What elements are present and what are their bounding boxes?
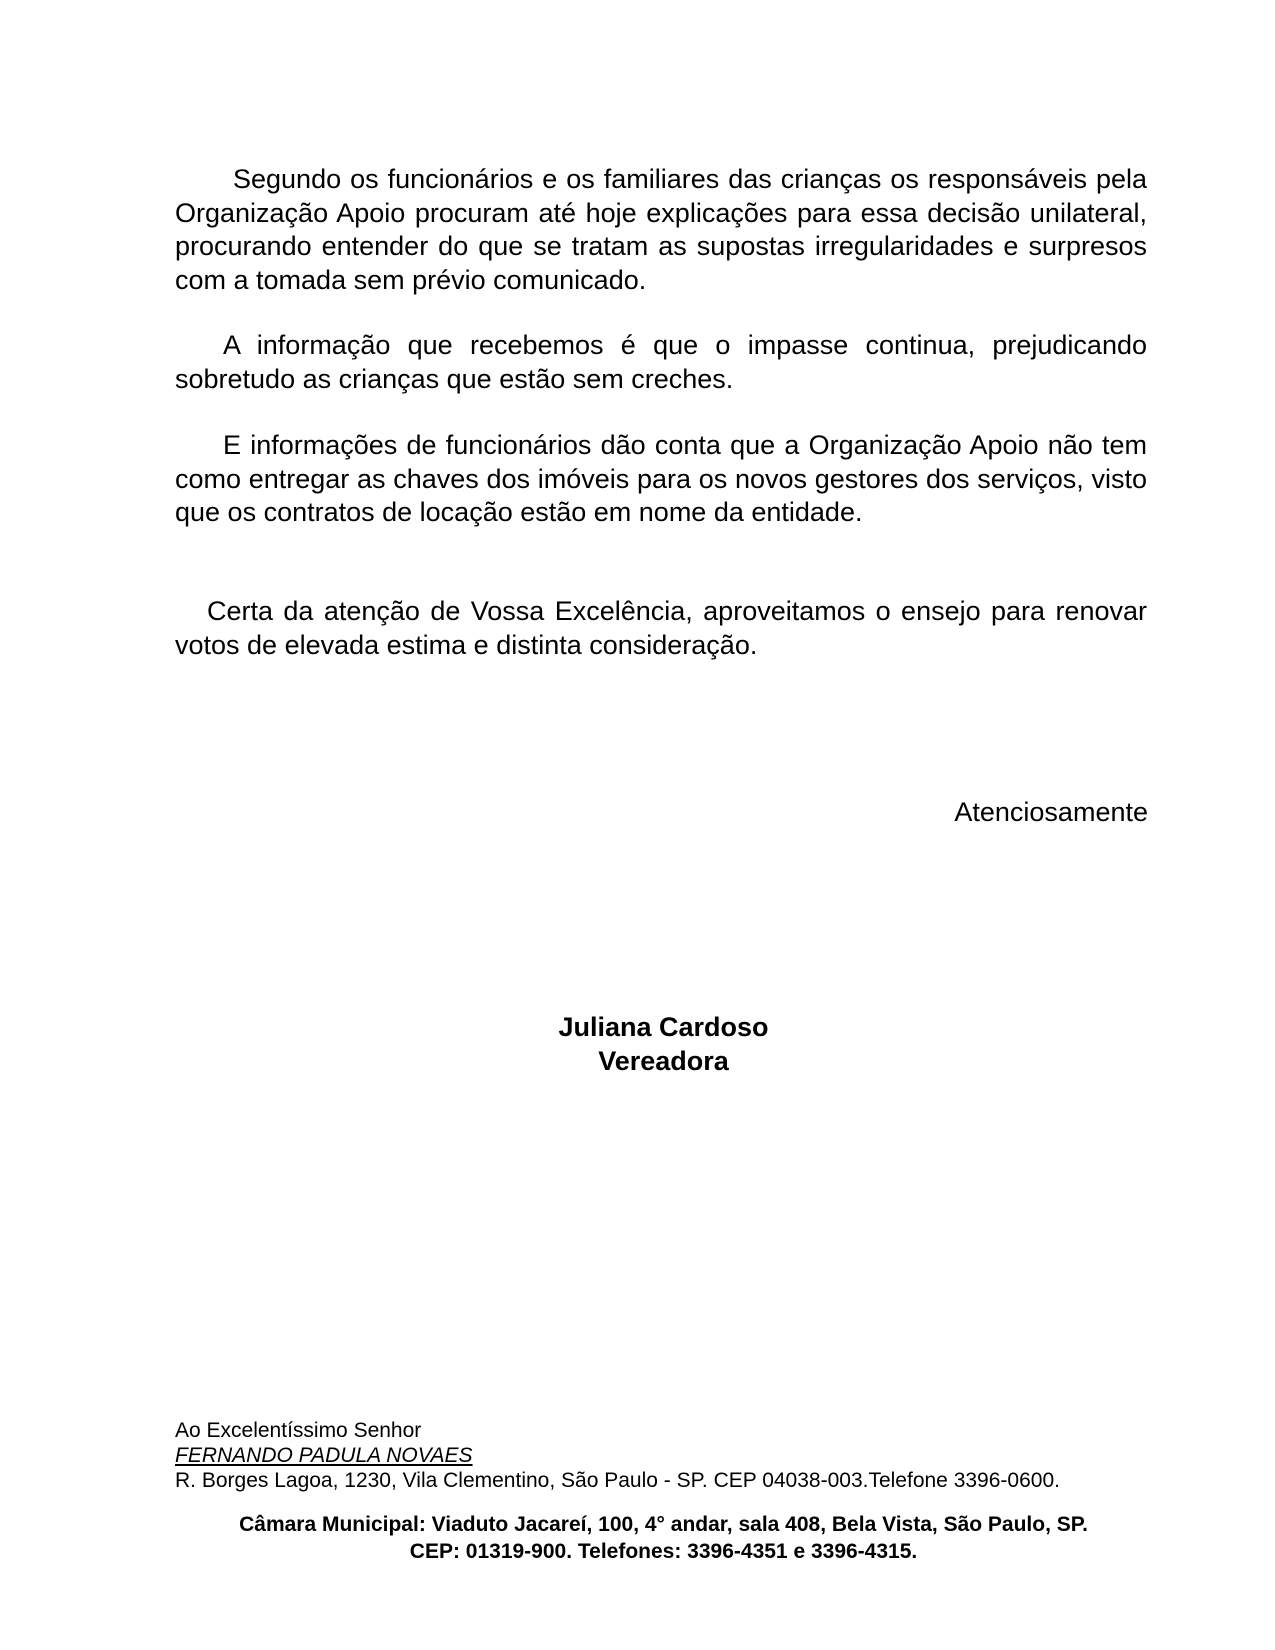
signatory-role: Vereadora (598, 1046, 729, 1076)
recipient-address: R. Borges Lagoa, 1230, Vila Clementino, São Paulo - SP. CEP 04038-003.Telefone 3396-0600. (175, 1469, 1060, 1492)
body-paragraph-4: Certa da atenção de Vossa Excelência, aproveitamos o ensejo para renovar votos de elevada estima e distinta consideração. (175, 596, 1147, 660)
footer-block (0, 1511, 1275, 1565)
body-paragraph-3: E informações de funcionários dão conta que a Organização Apoio não tem como entregar as chaves dos imóveis para os novos gestores dos serviços, visto que os contratos de locação estão em nome da entidade. (175, 430, 1147, 527)
recipient-block (175, 1418, 1060, 1493)
signature-block (0, 1010, 1275, 1078)
signatory-name: Juliana Cardoso (558, 1012, 769, 1042)
recipient-salutation: Ao Excelentíssimo Senhor (175, 1419, 422, 1442)
recipient-name: FERNANDO PADULA NOVAES (175, 1444, 473, 1467)
closing-salutation: Atenciosamente (954, 797, 1148, 827)
body-paragraph-1: Segundo os funcionários e os familiares das crianças os responsáveis pela Organização Apoio procuram até hoje explicações para essa decisão unilateral, procurando entender do que se tratam as supostas irregularidades e surpresos com a tomada sem prévio comunicado. (175, 164, 1147, 295)
footer-contact: CEP: 01319-900. Telefones: 3396-4351 e 3396-4315. (409, 1540, 918, 1563)
body-paragraph-2: A informação que recebemos é que o impasse continua, prejudicando sobretudo as crianças que estão sem creches. (175, 330, 1147, 394)
footer-address: Câmara Municipal: Viaduto Jacareí, 100, 4° andar, sala 408, Bela Vista, São Paulo, SP. (239, 1513, 1088, 1536)
